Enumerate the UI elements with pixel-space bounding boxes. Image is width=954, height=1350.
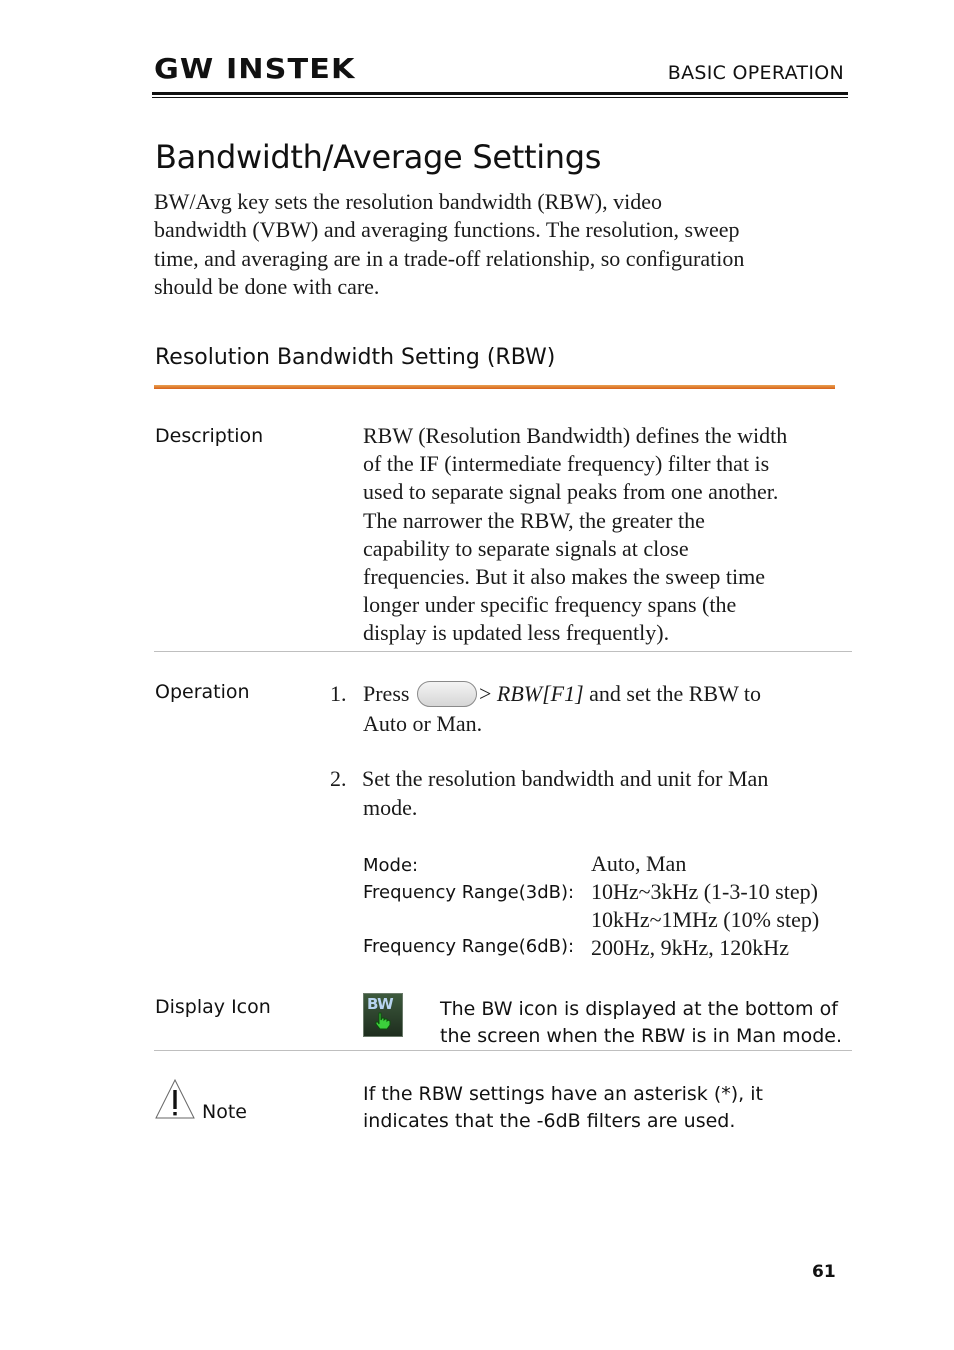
bw-icon [363, 993, 403, 1037]
hand-pointer-icon [373, 1012, 391, 1030]
intro-line: bandwidth (VBW) and averaging functions. The resolution, sweep [154, 217, 740, 243]
description-line: The narrower the RBW, the greater the [363, 507, 705, 533]
page-number: 61 [812, 1262, 836, 1282]
warning-triangle-icon [154, 1078, 196, 1120]
range-6db-label: Frequency Range(6dB): [363, 936, 575, 957]
description-label: Description [155, 425, 264, 447]
note-line: If the RBW settings have an asterisk (*), it [363, 1083, 763, 1105]
description-line: used to separate signal peaks from one another. [363, 479, 779, 505]
description-line: display is updated less frequently). [363, 620, 670, 646]
display-icon-line: The BW icon is displayed at the bottom of [440, 998, 838, 1020]
description-text [363, 422, 853, 648]
description-line: capability to separate signals at close [363, 535, 689, 561]
subsection-rule [154, 385, 835, 389]
softkey-name: RBW[F1] [496, 681, 584, 706]
header-rule [152, 92, 848, 95]
display-icon-text [440, 996, 842, 1050]
description-line: frequencies. But it also makes the sweep time [363, 564, 765, 590]
intro-paragraph [154, 188, 844, 302]
page-title: Bandwidth/Average Settings [155, 138, 602, 176]
step-2-line2: mode. [363, 795, 418, 820]
intro-line: time, and averaging are in a trade-off relationship, so configuration [154, 245, 745, 271]
operation-label: Operation [155, 681, 250, 703]
step-1-text [363, 680, 761, 708]
section-divider [154, 651, 852, 652]
note-line: indicates that the -6dB filters are used. [363, 1110, 736, 1132]
mode-value: Auto, Man [591, 851, 687, 876]
section-header: BASIC OPERATION [667, 62, 844, 84]
note-text [363, 1081, 763, 1135]
display-icon-line: the screen when the RBW is in Man mode. [440, 1025, 842, 1047]
step-number: 1. [330, 681, 347, 706]
arrow-text: > [478, 681, 492, 706]
description-line: of the IF (intermediate frequency) filter that is [363, 451, 770, 477]
bw-icon-text: BW [367, 995, 394, 1013]
range-3db-value: 10Hz~3kHz (1-3-10 step) [591, 879, 818, 904]
intro-line: BW/Avg key sets the resolution bandwidth (RBW), video [154, 189, 662, 214]
display-icon-label: Display Icon [155, 996, 271, 1018]
subsection-title: Resolution Bandwidth Setting (RBW) [155, 345, 556, 370]
intro-line: should be done with care. [154, 274, 380, 300]
range-6db-value: 200Hz, 9kHz, 120kHz [591, 935, 789, 960]
header-rule-thin [152, 97, 848, 98]
step-number: 2. [330, 766, 347, 791]
press-text: Press [363, 681, 410, 706]
range-3db-value: 10kHz~1MHz (10% step) [591, 907, 820, 932]
step-1-line2: Auto or Man. [363, 711, 483, 736]
section-divider [154, 1050, 852, 1051]
bw-avg-key-icon [417, 681, 477, 707]
step-1-rest: and set the RBW to [589, 681, 762, 706]
description-line: longer under specific frequency spans (the [363, 592, 737, 618]
note-label: Note [202, 1101, 247, 1123]
gw-instek-logo: GW INSTEK [154, 52, 356, 85]
description-line: RBW (Resolution Bandwidth) defines the width [363, 423, 788, 448]
mode-label: Mode: [363, 855, 419, 876]
step-2-line1: Set the resolution bandwidth and unit for Man [362, 766, 769, 791]
range-3db-label: Frequency Range(3dB): [363, 882, 575, 903]
